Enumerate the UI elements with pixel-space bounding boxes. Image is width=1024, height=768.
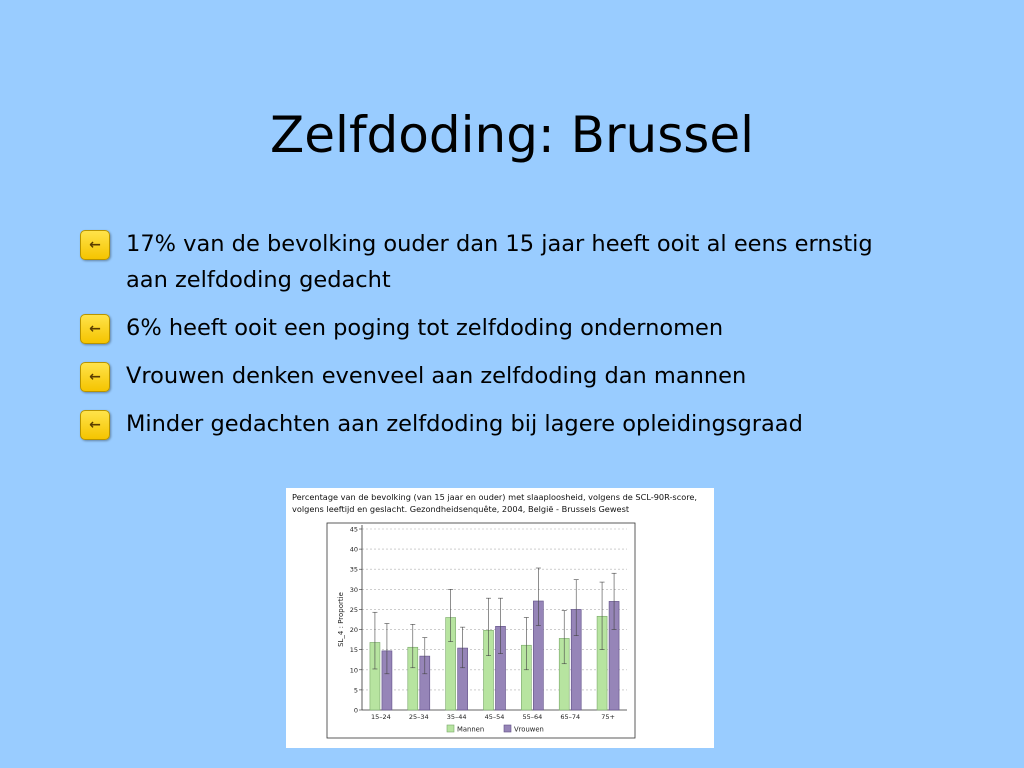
x-tick-label: 55–64 [522,713,543,721]
arrow-left-icon: ← [80,230,110,260]
slide-title: Zelfdoding: Brussel [270,106,754,164]
y-tick-label: 20 [349,626,358,635]
x-tick-label: 35–44 [446,713,467,721]
x-tick-label: 15–24 [371,713,391,721]
legend-swatch-vrouwen [504,725,511,732]
y-tick-label: 40 [349,545,358,554]
y-tick-label: 10 [349,666,358,675]
x-tick-label: 75+ [601,713,615,721]
bullet-text: Minder gedachten aan zelfdoding bij lagere opleidingsgraad [126,411,803,437]
y-tick-label: 30 [349,585,358,594]
bullet-text: 17% van de bevolking ouder dan 15 jaar heeft ooit al eens ernstig aan zelfdoding gedacht [126,231,873,293]
bullet-item [80,358,900,394]
arrow-left-icon: ← [80,410,110,440]
bullet-item [80,310,900,346]
y-axis-label: SL_4 : Proportie [337,592,345,647]
arrow-left-icon: ← [80,362,110,392]
x-tick-label: 25–34 [408,713,429,721]
y-tick-label: 45 [349,525,358,534]
legend-swatch-mannen [447,725,454,732]
bar-chart [286,488,714,748]
x-tick-label: 45–54 [484,713,505,721]
legend-label: Vrouwen [514,725,544,734]
y-tick-label: 25 [349,605,358,614]
bullet-text: Vrouwen denken evenveel aan zelfdoding dan mannen [126,363,747,389]
bullet-item [80,226,900,298]
chart-title: Percentage van de bevolking (van 15 jaar en ouder) met slaaploosheid, volgens de SCL-90R-score, volgens leeftijd en geslacht. Gezondheidsenquête, 2004, België - Brussels Gewest [292,492,698,514]
bullet-list [80,226,900,454]
arrow-left-icon: ← [80,314,110,344]
legend-label: Mannen [457,725,485,734]
y-tick-label: 35 [349,565,358,574]
y-tick-label: 5 [353,686,358,695]
bullet-text: 6% heeft ooit een poging tot zelfdoding ondernomen [126,315,724,341]
chart-figure [286,488,714,748]
y-tick-label: 15 [349,646,358,655]
x-tick-label: 65–74 [560,713,581,721]
bullet-item [80,406,900,442]
y-tick-label: 0 [353,706,358,715]
